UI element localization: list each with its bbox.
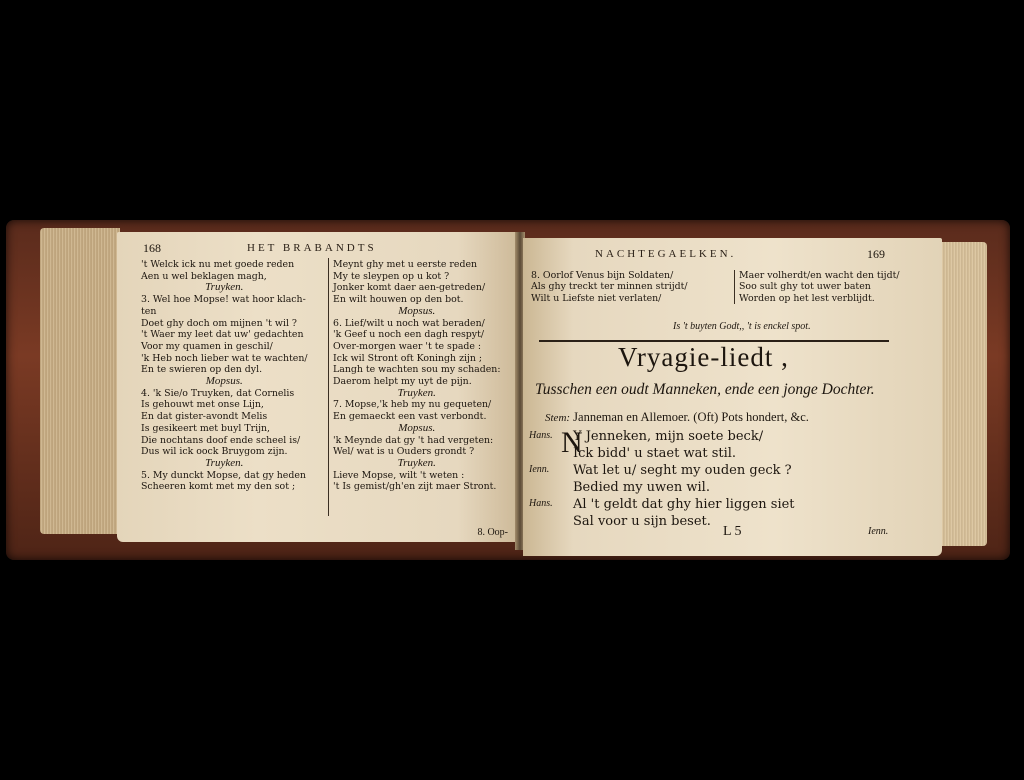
text-line: Over-morgen waer 't te spade : [333,340,482,352]
text-line: En dat gister-avondt Melis [141,411,268,423]
text-line: 't Welck ick nu met goede reden [141,259,295,270]
text-line: 3. Wel hoe Mopse! wat hoor klach- [141,294,306,306]
text-line: En te swieren op den dyl. [141,364,263,376]
text-line: 't Waer my leet dat uw' gedachten [141,329,304,341]
text-line: Jonker komt daer aen-getreden/ [333,282,486,294]
closing-motto: Is 't buyten Godt,, 't is enckel spot. [673,321,811,332]
text-line: 'k Heb noch lieber wat te wachten/ [141,352,308,364]
text-line: Doet ghy doch om mijnen 't wil ? [141,317,297,329]
text-line: Die nochtans doof ende scheel is/ [141,434,301,446]
verse-text: Y Jenneken, mijn soete beck/ [573,429,764,444]
speaker-name: Hans. [529,430,553,441]
speaker-label: Truyken. [397,386,436,399]
tune-label: Stem: [545,412,571,424]
left-page [117,232,518,542]
drop-capital: N [561,426,583,459]
left-catchword: 8. Oop- [477,527,508,538]
text-line: 6. Lief/wilt u noch wat beraden/ [333,317,485,329]
text-line: Aen u wel beklagen magh, [141,270,267,282]
speaker-label: Mopsus. [398,304,436,317]
song-subtitle: Tusschen een oudt Manneken, ende een jonge Dochter. [535,381,875,398]
text-line: Als ghy treckt ter minnen strijdt/ [531,281,688,293]
text-line: Daerom helpt my uyt de pijn. [333,376,472,388]
text-line: Wel/ wat is u Ouders grondt ? [333,446,475,458]
text-line: ten [141,305,157,317]
text-line: 8. Oorlof Venus bijn Soldaten/ [531,270,674,281]
verse-text: Ick bidd' u staet wat stil. [573,446,737,461]
text-line: Meynt ghy met u eerste reden [333,259,478,270]
text-line: Maer volherdt/en wacht den tijdt/ [739,270,900,281]
text-line: Langh te wachten sou my schaden: [333,364,501,376]
right-top-column-1 [531,270,688,304]
verse-text: Al 't geldt dat ghy hier liggen siet [573,497,795,512]
right-page [523,238,942,556]
signature-mark: L 5 [723,524,742,539]
song-title: Vryagie-liedt , [618,342,789,372]
text-line: Dus wil ick oock Bruygom zijn. [141,446,288,458]
text-line: Is gehouwt met onse Lijn, [141,399,264,411]
text-line: 4. 'k Sie/o Truyken, dat Cornelis [141,387,295,399]
right-top-column-2 [739,270,900,304]
column-rule [328,258,329,516]
speaker-label: Mopsus. [205,375,243,388]
text-line: En wilt houwen op den bot. [333,294,464,306]
speaker-name: Ienn. [529,464,550,475]
verse-text: Wat let u/ seght my ouden geck ? [573,463,792,478]
right-column-rule [734,270,735,304]
speaker-label: Truyken. [205,456,244,469]
right-page-number: 169 [867,247,885,261]
text-line: Lieve Mopse, wilt 't weten : [333,469,465,481]
right-running-head: NACHTEGAELKEN. [595,248,737,260]
text-line: 7. Mopse,'k heb my nu gequeten/ [333,399,492,411]
text-line: Is gesikeert met buyl Trijn, [141,422,271,434]
text-line: 'k Geef u noch een dagh respyt/ [333,329,485,341]
speaker-label: Mopsus. [398,421,436,434]
text-line: 5. My dunckt Mopse, dat gy heden [141,469,306,481]
text-line: Ick wil Stront oft Koningh zijn ; [333,352,483,364]
text-line: 'k Meynde dat gy 't had vergeten: [333,434,494,446]
tune-text: Janneman en Allemoer. (Oft) Pots hondert, &c. [573,410,809,424]
verse-text: Bedied my uwen wil. [573,480,710,495]
right-catchword: Ienn. [868,526,889,537]
text-line: Scheeren komt met my den sot ; [141,481,296,493]
text-line: Voor my quamen in geschil/ [141,340,273,352]
text-line: 't Is gemist/gh'en zijt maer Stront. [333,481,497,493]
left-running-head: HET BRABANDTS [247,242,377,254]
tune-line [545,410,809,425]
speaker-name: Hans. [529,498,553,509]
speaker-label: Truyken. [205,281,244,294]
text-line: Soo sult ghy tot uwer baten [739,281,871,293]
verse-text: Sal voor u sijn beset. [573,514,711,529]
text-line: Worden op het lest verblijdt. [739,292,875,304]
left-column-2 [333,259,500,493]
text-line: Wilt u Liefste niet verlaten/ [531,292,662,304]
text-line: En gemaeckt een vast verbondt. [333,411,487,423]
speaker-label: Truyken. [397,456,436,469]
left-column-1 [141,259,308,493]
right-page-edges [935,242,987,546]
text-line: My te sleypen op u kot ? [333,270,450,282]
left-page-number: 168 [143,241,161,255]
left-page-edges [40,228,120,534]
